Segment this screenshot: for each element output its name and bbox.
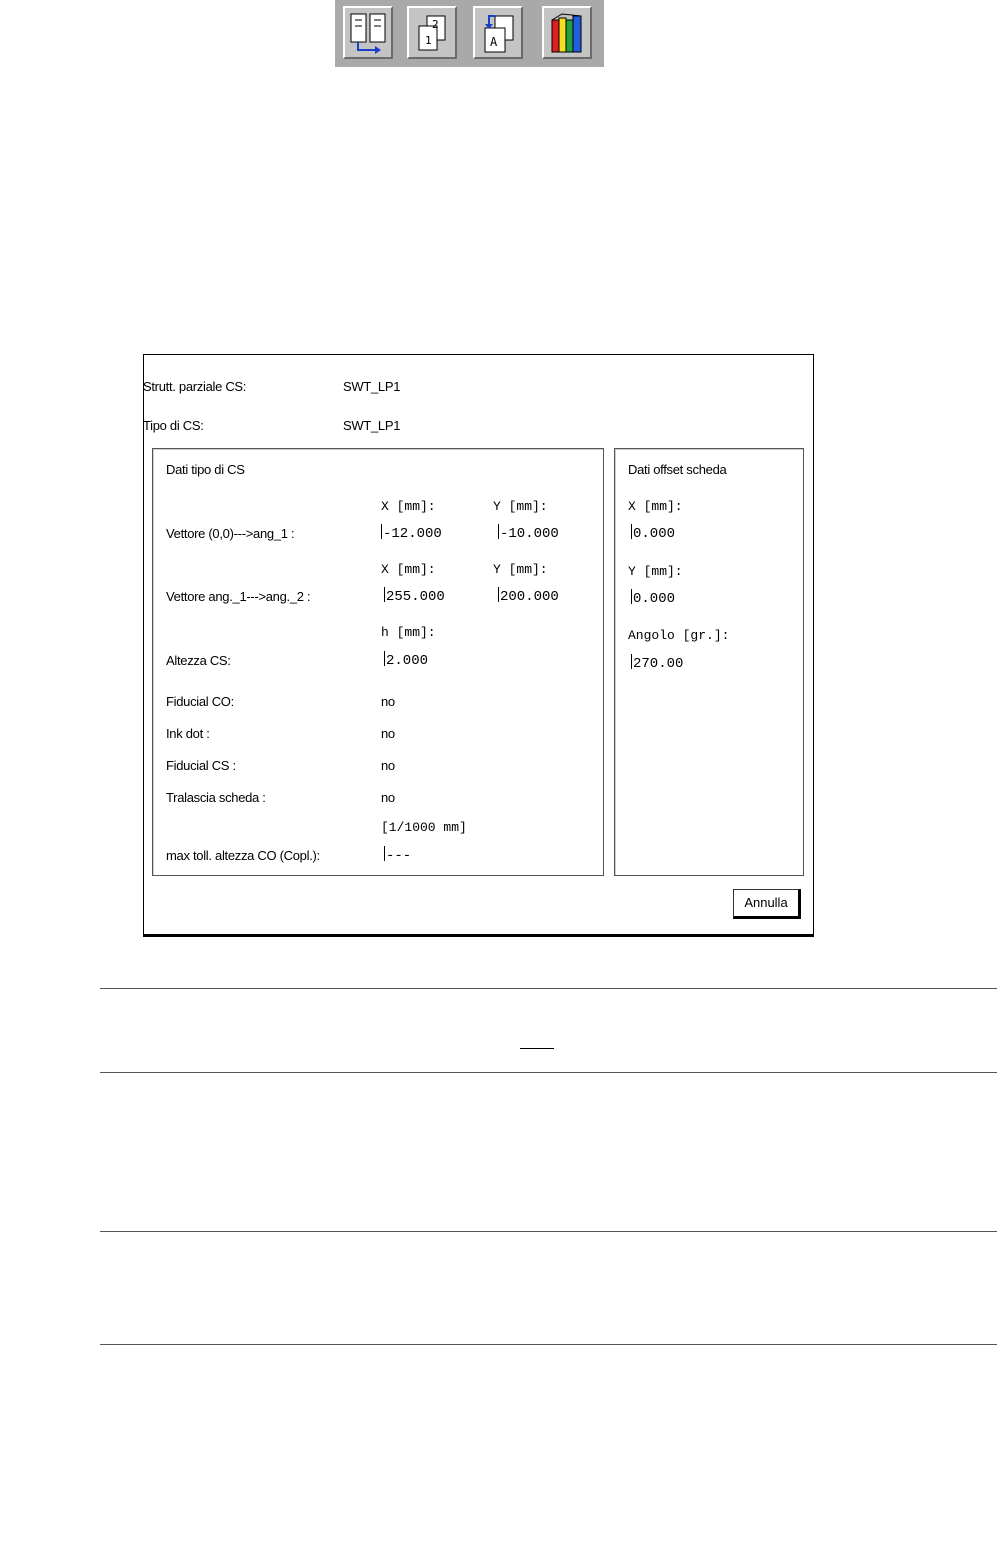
group-title: Dati tipo di CS [166, 462, 245, 477]
table-rule [100, 1231, 997, 1232]
offset-x-unit-label: X [mm]: [628, 499, 683, 514]
vettore-2-label: Vettore ang._1--->ang._2 : [166, 589, 311, 604]
fiducial-cs-value[interactable]: no [381, 758, 395, 773]
v1-y-unit-label: Y [mm]: [493, 499, 548, 514]
v2-x-unit-label: X [mm]: [381, 562, 436, 577]
max-toll-field[interactable]: --- [386, 848, 412, 864]
page-copy-icon [413, 12, 453, 55]
dati-tipo-cs-group [152, 448, 604, 876]
books-library-icon [548, 12, 588, 55]
strutt-parziale-label: Strutt. parziale CS: [143, 379, 247, 394]
v1-x-field[interactable]: -12.000 [383, 526, 442, 542]
fiducial-co-label: Fiducial CO: [166, 694, 234, 709]
svg-text:A: A [490, 35, 498, 49]
annulla-button[interactable]: Annulla [733, 889, 801, 919]
angolo-field[interactable]: 270.00 [633, 656, 684, 672]
max-toll-label: max toll. altezza CO (Copl.): [166, 848, 320, 863]
ink-dot-label: Ink dot : [166, 726, 210, 741]
cell-marker [520, 1048, 554, 1049]
tipo-cs-value: SWT_LP1 [343, 418, 401, 433]
h-unit-label: h [mm]: [381, 625, 436, 640]
offset-x-field[interactable]: 0.000 [633, 526, 676, 542]
table-rule [100, 1344, 997, 1345]
v1-y-field[interactable]: -10.000 [500, 526, 559, 542]
svg-text:1: 1 [425, 34, 432, 47]
ink-dot-value[interactable]: no [381, 726, 395, 741]
angolo-unit-label: Angolo [gr.]: [628, 628, 730, 643]
toolbar-button-document-rotate[interactable] [473, 6, 523, 59]
toolbar-button-page-copy[interactable] [407, 6, 457, 59]
toolbar-button-books-library[interactable] [542, 6, 592, 59]
table-rule [100, 1072, 997, 1073]
v1-x-unit-label: X [mm]: [381, 499, 436, 514]
fiducial-cs-label: Fiducial CS : [166, 758, 236, 773]
cs-data-dialog [143, 354, 814, 937]
altezza-cs-label: Altezza CS: [166, 653, 231, 668]
tralascia-scheda-label: Tralascia scheda : [166, 790, 266, 805]
v2-y-unit-label: Y [mm]: [493, 562, 548, 577]
document-rotate-icon [479, 12, 519, 55]
fiducial-co-value[interactable]: no [381, 694, 395, 709]
offset-y-field[interactable]: 0.000 [633, 591, 676, 607]
v2-x-field[interactable]: 255.000 [386, 589, 445, 605]
vettore-1-label: Vettore (0,0)--->ang_1 : [166, 526, 295, 541]
altezza-cs-field[interactable]: 2.000 [386, 653, 429, 669]
tipo-cs-label: Tipo di CS: [143, 418, 204, 433]
tralascia-scheda-value[interactable]: no [381, 790, 395, 805]
offset-y-unit-label: Y [mm]: [628, 564, 683, 579]
toll-unit-label: [1/1000 mm] [381, 820, 467, 835]
table-rule [100, 988, 997, 989]
toolbar-button-board-layout[interactable] [343, 6, 393, 59]
group-title: Dati offset scheda [628, 462, 727, 477]
v2-y-field[interactable]: 200.000 [500, 589, 559, 605]
svg-text:2: 2 [432, 18, 439, 31]
dati-offset-scheda-group [614, 448, 804, 876]
strutt-parziale-value: SWT_LP1 [343, 379, 401, 394]
board-layout-icon [349, 12, 389, 55]
toolbar [335, 0, 604, 67]
